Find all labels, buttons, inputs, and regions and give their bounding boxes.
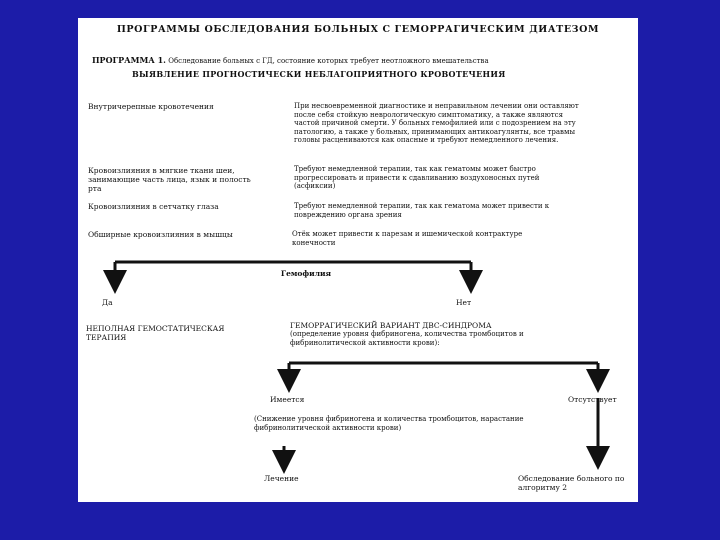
row-4-description: Отёк может привести к парезам и ишемической контрактуре конечности [292,230,523,247]
page-title: ПРОГРАММЫ ОБСЛЕДОВАНИЯ БОЛЬНЫХ С ГЕМОРРАГИЧЕСКИМ ДИАТЕЗОМ [116,24,600,35]
treatment-label: Лечение [264,474,299,483]
therapy-label: НЕПОЛНАЯ ГЕМОСТАТИЧЕСКАЯ ТЕРАПИЯ [86,324,225,342]
no-label: Нет [456,298,472,307]
present-label: Имеется [270,395,305,404]
row-4-condition: Обширные кровоизлияния в мышцы [88,230,233,239]
program-description: Обследование больных с ГД, состояние которых требует неотложного вмешательства [168,57,489,65]
slide-page [78,18,638,502]
row-2-description: Требуют немедленной терапии, так как гематомы может быстро прогрессировать и привести к сдавливанию воздухоносных путей (асфиксии) [294,165,540,191]
absent-label: Отсутствует [568,395,617,404]
row-3-description: Требуют немедленной терапии, так как гематома может привести к повреждению органа зрения [294,202,550,219]
dic-description: (определение уровня фибриногена, количества тромбоцитов и фибринолитической активности крови): [290,330,524,347]
row-3-condition: Кровоизлияния в сетчатку глаза [88,202,219,211]
hemophilia-label: Гемофилия [280,269,332,278]
row-1-condition: Внутричерепные кровотечения [88,102,214,111]
yes-label: Да [102,298,113,307]
row-1-description: При несвоевременной диагностике и неправильном лечении они оставляют после себя стойкую неврологическую симптоматику, а также являются частой причиной смерти. У больных гемофилией или с подозрением на эту патологию, а также у больных, принимающих антикоагулянты, все травмы головы расцениваются как опасные и требуют немедленного лечения. [294,102,579,145]
section-heading: ВЫЯВЛЕНИЕ ПРОГНОСТИЧЕСКИ НЕБЛАГОПРИЯТНОГО КРОВОТЕЧЕНИЯ [132,69,506,79]
dic-criteria: (Снижение уровня фибриногена и количества тромбоцитов, нарастание фибринолитической активности крови) [254,415,524,432]
program-number: ПРОГРАММА 1. [92,55,166,65]
dic-title: ГЕМОРРАГИЧЕСКИЙ ВАРИАНТ ДВС-СИНДРОМА [290,321,492,330]
row-2-condition: Кровоизлияния в мягкие ткани шеи, занимающие часть лица, язык и полость рта [88,166,251,193]
examine-label: Обследование больного по алгоритму 2 [518,474,625,492]
